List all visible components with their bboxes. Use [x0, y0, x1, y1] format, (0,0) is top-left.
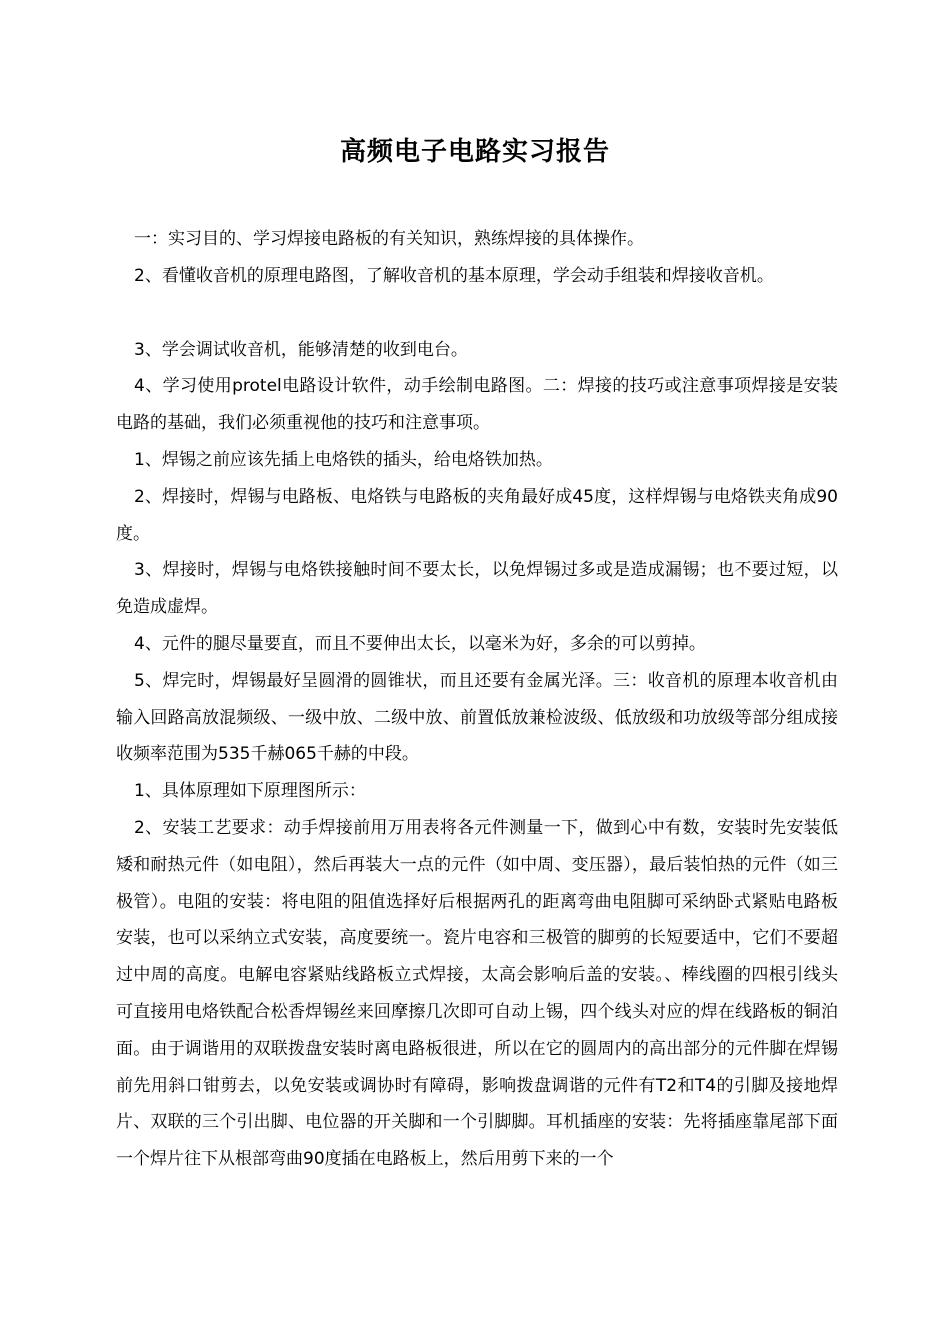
paragraph-assembly-2: 2、安装工艺要求：动手焊接前用万用表将各元件测量一下，做到心中有数，安装时先安装低矮和耐热元件（如电阻），然后再装大一点的元件（如中周、变压器），最后装怕热的元件（如三极管）。电阻的安装：将电阻的阻值选择好后根据两孔的距离弯曲电阻脚可采纳卧式紧贴电路板安装，也可以采纳立式安装，高度要统一。瓷片电容和三极管的脚剪的长短要适中，它们不要超过中周的高度。电解电容紧贴线路板立式焊接，太高会影响后盖的安装。、棒线圈的四根引线头可直接用电烙铁配合松香焊锡丝来回摩擦几次即可自动上锡，四个线头对应的焊在线路板的铜泊面。由于调谐用的双联拨盘安装时离电路板很进，所以在它的圆周内的高出部分的元件脚在焊锡前先用斜口钳剪去，以免安装或调协时有障碍，影响拨盘调谐的元件有T2和T4的引脚及接地焊片、双联的三个引出脚、电位器的开关脚和一个引脚脚。耳机插座的安装：先将插座靠尾部下面一个焊片往下从根部弯曲90度插在电路板上，然后用剪下来的一个 — [116, 817, 838, 1170]
document-body — [116, 221, 838, 1178]
paragraph-welding-3: 3、焊接时，焊锡与电烙铁接触时间不要太长，以免焊锡过多或是造成漏锡；也不要过短，以免造成虚焊。 — [116, 560, 838, 618]
paragraph-welding-1: 1、焊锡之前应该先插上电烙铁的插头，给电烙铁加热。 — [134, 449, 553, 470]
paragraph-welding-2: 2、焊接时，焊锡与电路板、电烙铁与电路板的夹角最好成45度，这样焊锡与电烙铁夹角成90度。 — [116, 486, 838, 544]
paragraph-objective-2: 2、看懂收音机的原理电路图，了解收音机的基本原理，学会动手组装和焊接收音机。 — [134, 265, 774, 286]
paragraph-welding-5: 5、焊完时，焊锡最好呈圆滑的圆锥状，而且还要有金属光泽。三：收音机的原理本收音机由输入回路高放混频级、一级中放、二级中放、前置低放兼检波级、低放级和功放级等部分组成接收频率范围为535千赫065千赫的中段。 — [116, 670, 838, 765]
paragraph-objective-3: 3、学会调试收音机，能够清楚的收到电台。 — [134, 339, 468, 360]
paragraph-objective: 一：实习目的、学习焊接电路板的有关知识，熟练焊接的具体操作。 — [134, 229, 644, 249]
paragraph-objective-4: 4、学习使用protel电路设计软件，动手绘制电路图。二：焊接的技巧或注意事项焊接是安装电路的基础，我们必须重视他的技巧和注意事项。 — [116, 376, 838, 434]
page-title: 高频电子电路实习报告 — [339, 137, 610, 167]
paragraph-welding-4: 4、元件的腿尽量要直，而且不要伸出太长，以毫米为好，多余的可以剪掉。 — [134, 633, 706, 654]
paragraph-principle-1: 1、具体原理如下原理图所示： — [134, 781, 366, 802]
